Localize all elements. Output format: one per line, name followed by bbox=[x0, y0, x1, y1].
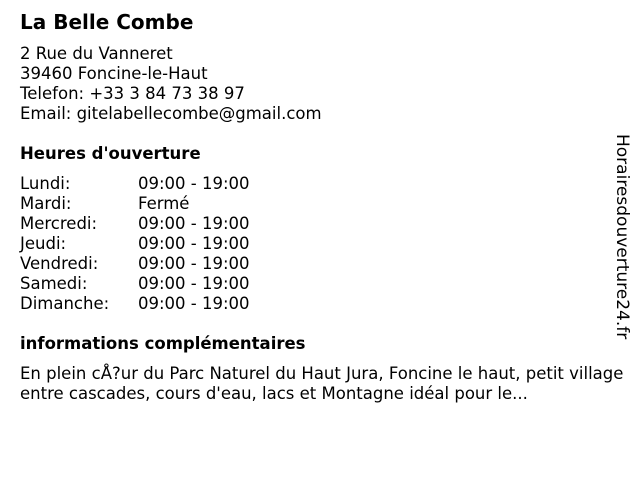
day-label: Mardi: bbox=[20, 194, 72, 213]
hours-row-saturday bbox=[20, 274, 250, 294]
hours-row-wednesday bbox=[20, 214, 250, 234]
hours-row-sunday bbox=[20, 294, 250, 314]
additional-info-text: En plein cÅ?ur du Parc Naturel du Haut Jura, Foncine le haut, petit village entre cascades, cours d'eau, lacs et Montagne idéal pour le... bbox=[20, 364, 624, 403]
city-address: 39460 Foncine-le-Haut bbox=[20, 64, 208, 83]
day-label: Jeudi: bbox=[20, 234, 67, 253]
day-hours: 09:00 - 19:00 bbox=[138, 234, 250, 253]
site-watermark: Horairesdouverture24.fr bbox=[612, 134, 632, 340]
hours-row-friday bbox=[20, 254, 250, 274]
day-label: Dimanche: bbox=[20, 294, 110, 313]
hours-row-thursday bbox=[20, 234, 250, 254]
day-hours: Fermé bbox=[138, 194, 190, 213]
day-hours: 09:00 - 19:00 bbox=[138, 214, 250, 233]
day-hours: 09:00 - 19:00 bbox=[138, 174, 250, 193]
address-block bbox=[20, 44, 322, 124]
opening-hours-table bbox=[20, 174, 250, 314]
hours-row-monday bbox=[20, 174, 250, 194]
day-hours: 09:00 - 19:00 bbox=[138, 254, 250, 273]
day-label: Lundi: bbox=[20, 174, 71, 193]
phone-number: Telefon: +33 3 84 73 38 97 bbox=[20, 84, 245, 103]
additional-info-heading: informations complémentaires bbox=[20, 334, 306, 353]
business-name: La Belle Combe bbox=[20, 10, 194, 34]
email-address: Email: gitelabellecombe@gmail.com bbox=[20, 104, 322, 123]
day-label: Mercredi: bbox=[20, 214, 98, 233]
day-hours: 09:00 - 19:00 bbox=[138, 274, 250, 293]
day-label: Samedi: bbox=[20, 274, 88, 293]
hours-row-tuesday bbox=[20, 194, 250, 214]
day-label: Vendredi: bbox=[20, 254, 99, 273]
opening-hours-heading: Heures d'ouverture bbox=[20, 144, 201, 163]
day-hours: 09:00 - 19:00 bbox=[138, 294, 250, 313]
street-address: 2 Rue du Vanneret bbox=[20, 44, 173, 63]
